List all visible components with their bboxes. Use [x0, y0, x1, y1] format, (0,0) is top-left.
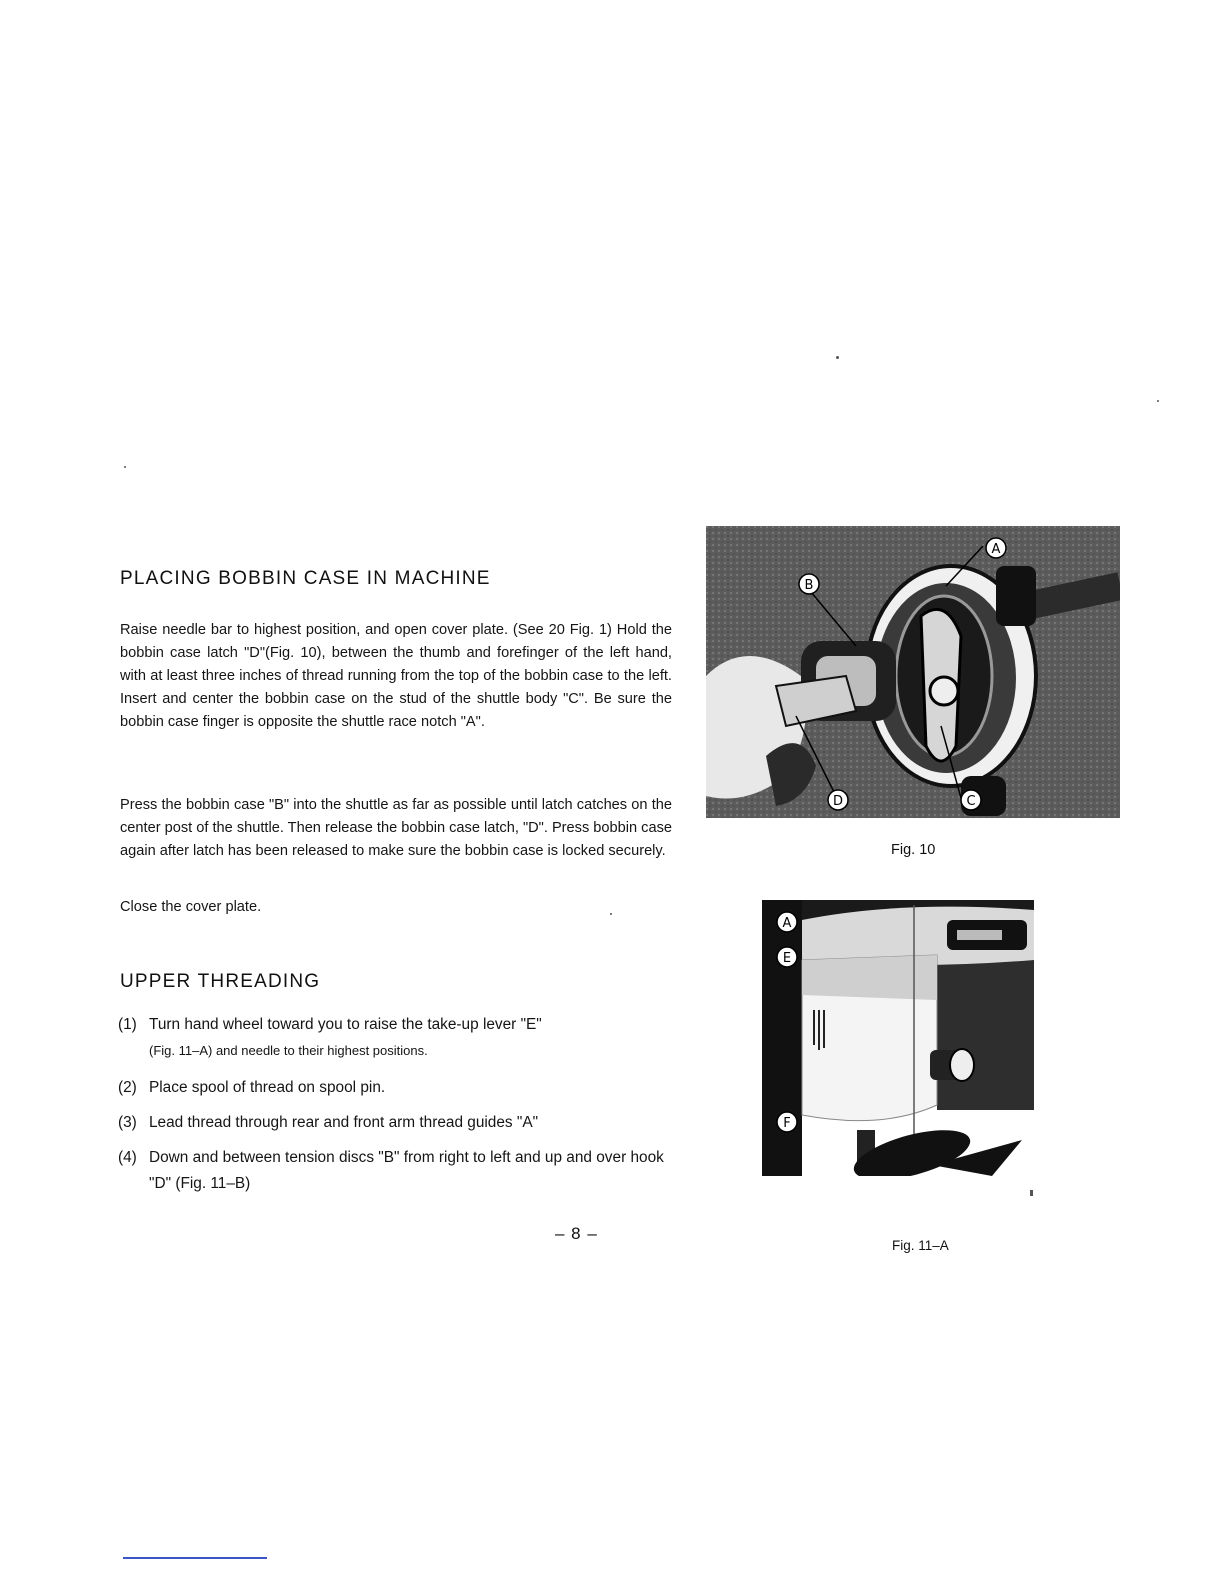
step-text: Place spool of thread on spool pin.	[149, 1079, 386, 1096]
callout-b	[799, 574, 819, 594]
figure-11a-photo	[762, 900, 1034, 1176]
scan-speck	[836, 356, 839, 359]
threading-step-2	[118, 1075, 674, 1101]
step-number: (2)	[118, 1079, 137, 1096]
threading-step-3	[118, 1110, 674, 1136]
footer-rule	[123, 1557, 267, 1559]
step-text: Down and between tension discs "B" from right to left and up and over hook "D" (Fig. 11–B)	[149, 1149, 664, 1192]
step-number: (3)	[118, 1114, 137, 1131]
bobbin-case-paragraph-1: Raise needle bar to highest position, and open cover plate. (See 20 Fig. 1) Hold the bobbin case latch "D"(Fig. 10), between the thumb and forefinger of the left hand, with at least three inches of thread running from the top of the bobbin case to the left. Insert and center the bobbin case on the stud of the shuttle body "C". Be sure the bobbin case finger is opposite the shuttle race notch "A".	[120, 622, 672, 730]
callout-d	[828, 790, 848, 810]
callout-f	[777, 1112, 797, 1132]
threading-step-1	[118, 1012, 674, 1064]
bobbin-case-paragraph-2: Press the bobbin case "B" into the shuttle as far as possible until latch catches on the center post of the shuttle. Then release the bobbin case latch, "D". Press bobbin case again after latch has been released to make sure the bobbin case is locked securely.	[120, 797, 673, 859]
step-number: (4)	[118, 1149, 137, 1166]
svg-text:A: A	[991, 542, 1001, 557]
threading-step-4	[118, 1145, 674, 1197]
figure-11a-caption: Fig. 11–A	[892, 1238, 949, 1253]
callout-c	[961, 790, 981, 810]
svg-text:A: A	[782, 916, 792, 931]
scan-speck	[1157, 400, 1159, 402]
svg-text:F: F	[783, 1116, 791, 1131]
callout-e	[777, 947, 797, 967]
callout-a	[777, 912, 797, 932]
figure-10-caption: Fig. 10	[891, 842, 936, 858]
step-text: Lead thread through rear and front arm thread guides "A"	[149, 1114, 539, 1131]
step-text: Turn hand wheel toward you to raise the take-up lever "E"	[149, 1016, 542, 1033]
section-heading-upper-threading: UPPER THREADING	[120, 971, 321, 992]
callout-a	[986, 538, 1006, 558]
svg-text:D: D	[832, 794, 844, 809]
bobbin-case-paragraph-3: Close the cover plate.	[120, 899, 262, 915]
scan-speck	[124, 466, 126, 468]
page-number: – 8 –	[555, 1224, 598, 1243]
bobbin-case-illustration	[706, 526, 1120, 818]
svg-text:E: E	[782, 951, 792, 966]
machine-head-illustration	[762, 900, 1034, 1176]
scan-speck	[610, 913, 612, 915]
step-number: (1)	[118, 1016, 137, 1033]
section-heading-bobbin-case: PLACING BOBBIN CASE IN MACHINE	[120, 568, 491, 589]
svg-text:B: B	[804, 578, 814, 593]
svg-text:C: C	[966, 794, 976, 809]
step-subtext: (Fig. 11–A) and needle to their highest positions.	[149, 1043, 428, 1058]
scan-speck	[1030, 1190, 1033, 1196]
figure-10-photo	[706, 526, 1120, 818]
